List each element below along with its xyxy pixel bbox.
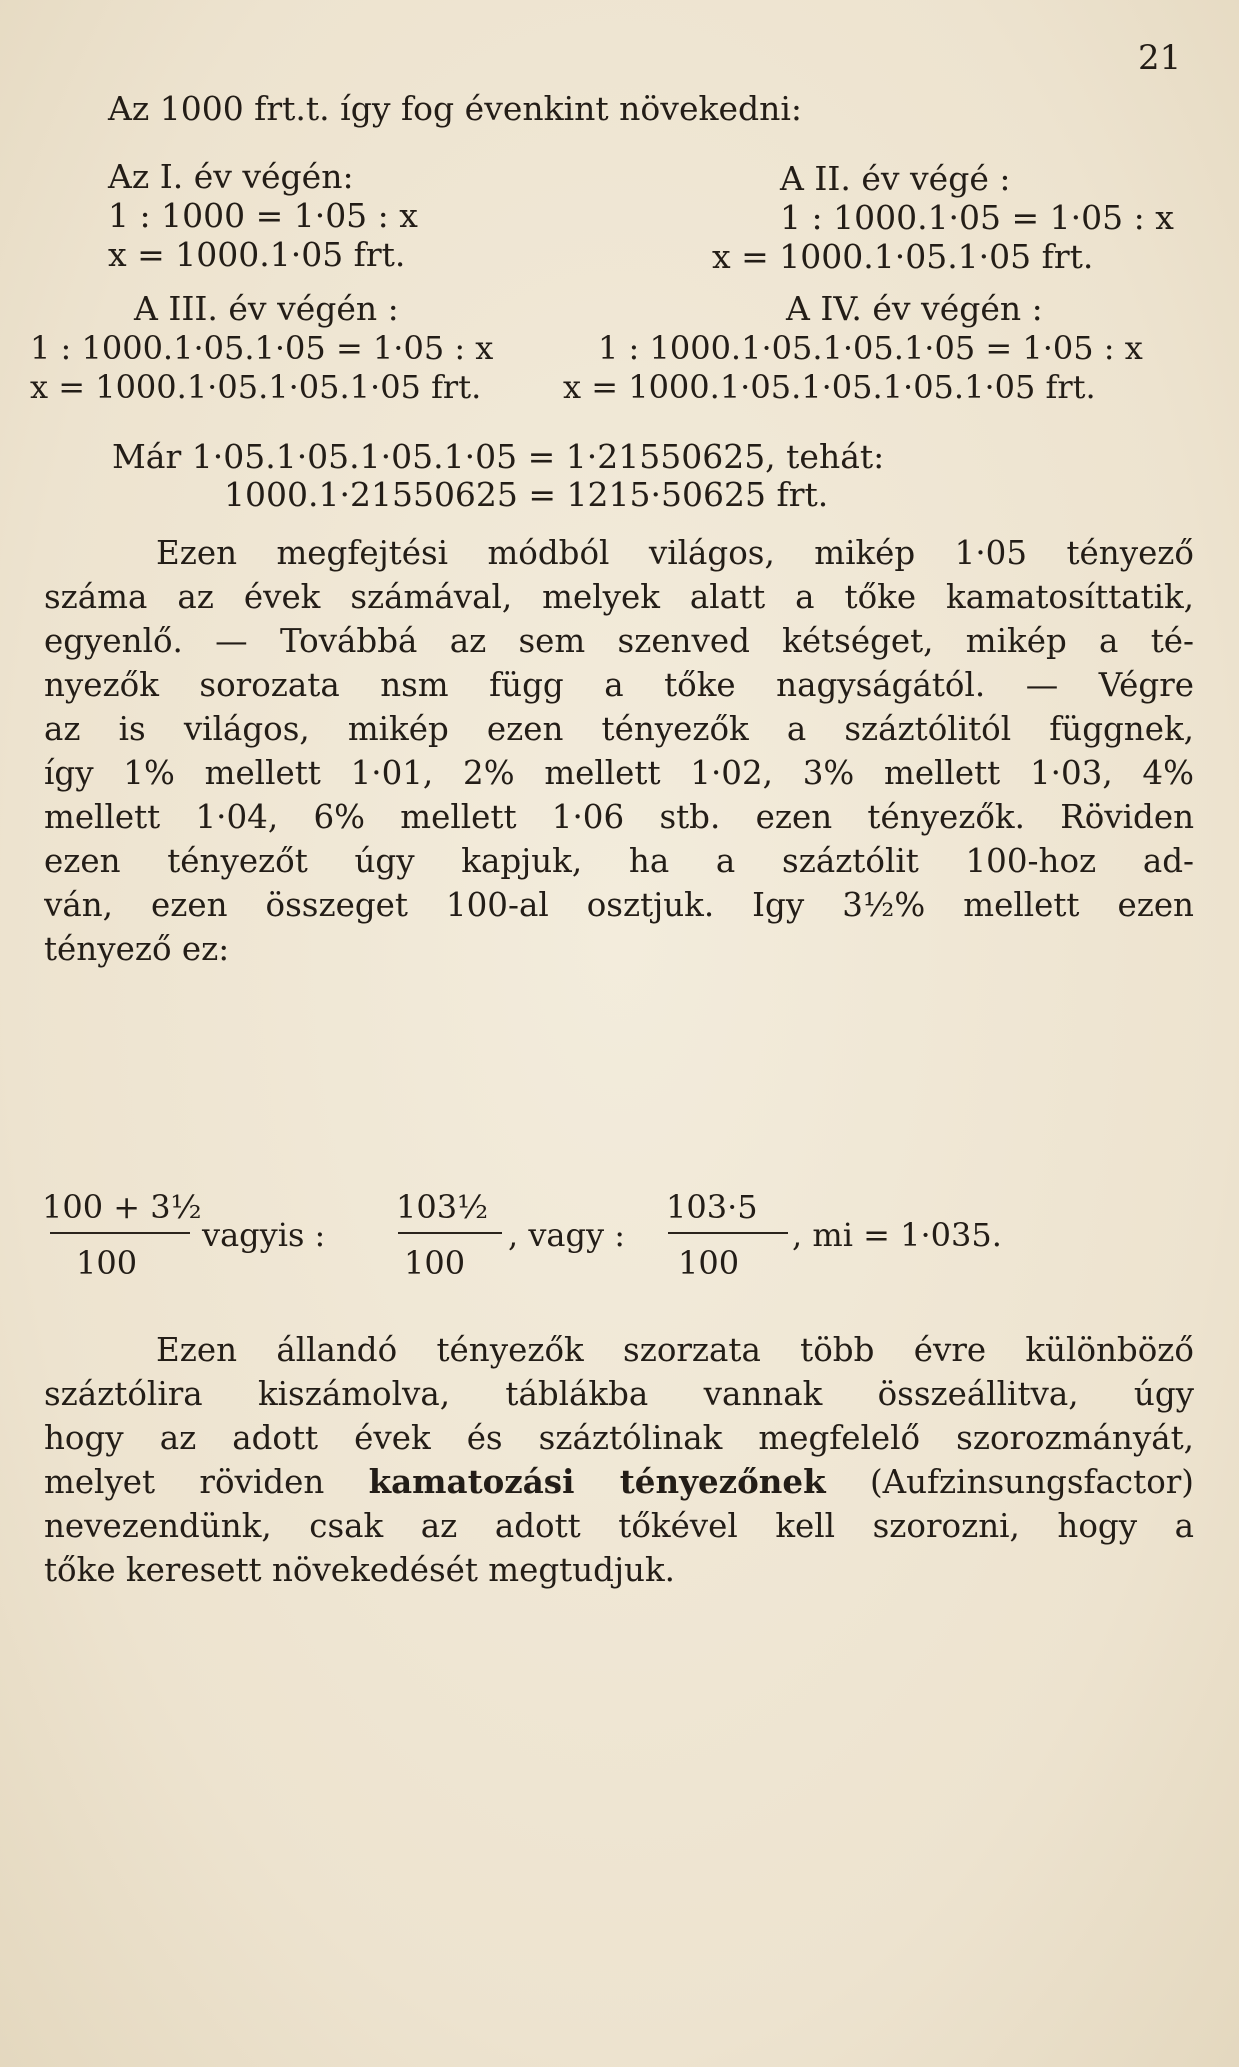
paragraph-1-line: egyenlő. — Továbbá az sem szenved kétséget, mikép a té- [44,622,1194,660]
year-1-heading: Az I. év végén: [108,157,354,196]
paragraph-1-line: tényező ez: [44,930,230,968]
bold-term: kamatozási tényezőnek [368,1462,826,1501]
year-2-heading: A II. év végé : [780,159,1011,198]
fraction-2-bar [398,1232,502,1234]
paragraph-2-line: Ezen állandó tényezők szorzata több évre különböző [156,1331,1194,1369]
paragraph-1-line: ezen tényezőt úgy kapjuk, ha a száztólit 100-hoz ad- [44,842,1194,880]
paragraph-1-line: az is világos, mikép ezen tényezők a száztólitól függnek, [44,710,1194,748]
year-2-result: x = 1000.1·05.1·05 frt. [712,237,1094,276]
year-1-equation: 1 : 1000 = 1·05 : x [108,196,418,235]
paragraph-1-line: száma az évek számával, melyek alatt a tőke kamatosíttatik, [44,578,1194,616]
year-3-heading: A III. év végén : [134,289,399,328]
line4-after: (Aufzinsungsfactor) [869,1463,1194,1501]
fraction-3-denominator: 100 [678,1244,740,1282]
fraction-3-numerator: 103·5 [666,1188,758,1226]
paragraph-1 [44,531,1194,971]
year-4-equation: 1 : 1000.1·05.1·05.1·05 = 1·05 : x [598,329,1143,367]
year-3-result: x = 1000.1·05.1·05.1·05 frt. [30,368,482,406]
paragraph-2-line: hogy az adott évek és száztólinak megfelelő szorozmányát, [44,1419,1194,1457]
intro-line: Az 1000 frt.t. így fog évenkint növekedni: [108,89,803,128]
paragraph-1-line: nyezők sorozata nsm függ a tőke nagyságától. — Végre [44,666,1194,704]
fraction-3-bar [668,1232,788,1234]
paragraph-1-line: Ezen megfejtési módból világos, mikép 1·05 tényező [156,534,1194,572]
year-3-equation: 1 : 1000.1·05.1·05 = 1·05 : x [30,329,494,367]
paragraph-1-line: mellett 1·04, 6% mellett 1·06 stb. ezen tényezők. Röviden [44,798,1194,836]
paragraph-2-line: nevezendünk, csak az adott tőkével kell szorozni, hogy a [44,1507,1194,1545]
paragraph-2-line [44,1460,1194,1504]
formula-word-vagyis: vagyis : [202,1216,326,1254]
formula-tail: , mi = 1·035. [792,1216,1002,1254]
fraction-1-bar [50,1232,190,1234]
year-1-result: x = 1000.1·05 frt. [108,235,406,274]
fraction-2-denominator: 100 [404,1244,466,1282]
paragraph-2 [44,1328,1194,1592]
year-4-result: x = 1000.1·05.1·05.1·05.1·05 frt. [563,368,1096,406]
product-result: 1000.1·21550625 = 1215·50625 frt. [224,475,829,514]
line4-before: melyet röviden [44,1463,325,1501]
product-line: Már 1·05.1·05.1·05.1·05 = 1·21550625, tehát: [112,437,885,476]
formula-word-vagy: , vagy : [508,1216,626,1254]
paragraph-2-line: száztólira kiszámolva, táblákba vannak összeállitva, úgy [44,1375,1194,1413]
page-number: 21 [1138,38,1182,78]
fraction-1-numerator: 100 + 3½ [42,1188,202,1226]
year-2-equation: 1 : 1000.1·05 = 1·05 : x [780,198,1174,237]
fraction-2-numerator: 103½ [396,1188,489,1226]
paragraph-1-line: ván, ezen összeget 100-al osztjuk. Igy 3½% mellett ezen [44,886,1194,924]
paragraph-1-line: így 1% mellett 1·01, 2% mellett 1·02, 3% mellett 1·03, 4% [44,754,1194,792]
year-4-heading: A IV. év végén : [786,289,1043,328]
paragraph-2-line: tőke keresett növekedését megtudjuk. [44,1551,675,1589]
fraction-1-denominator: 100 [76,1244,138,1282]
